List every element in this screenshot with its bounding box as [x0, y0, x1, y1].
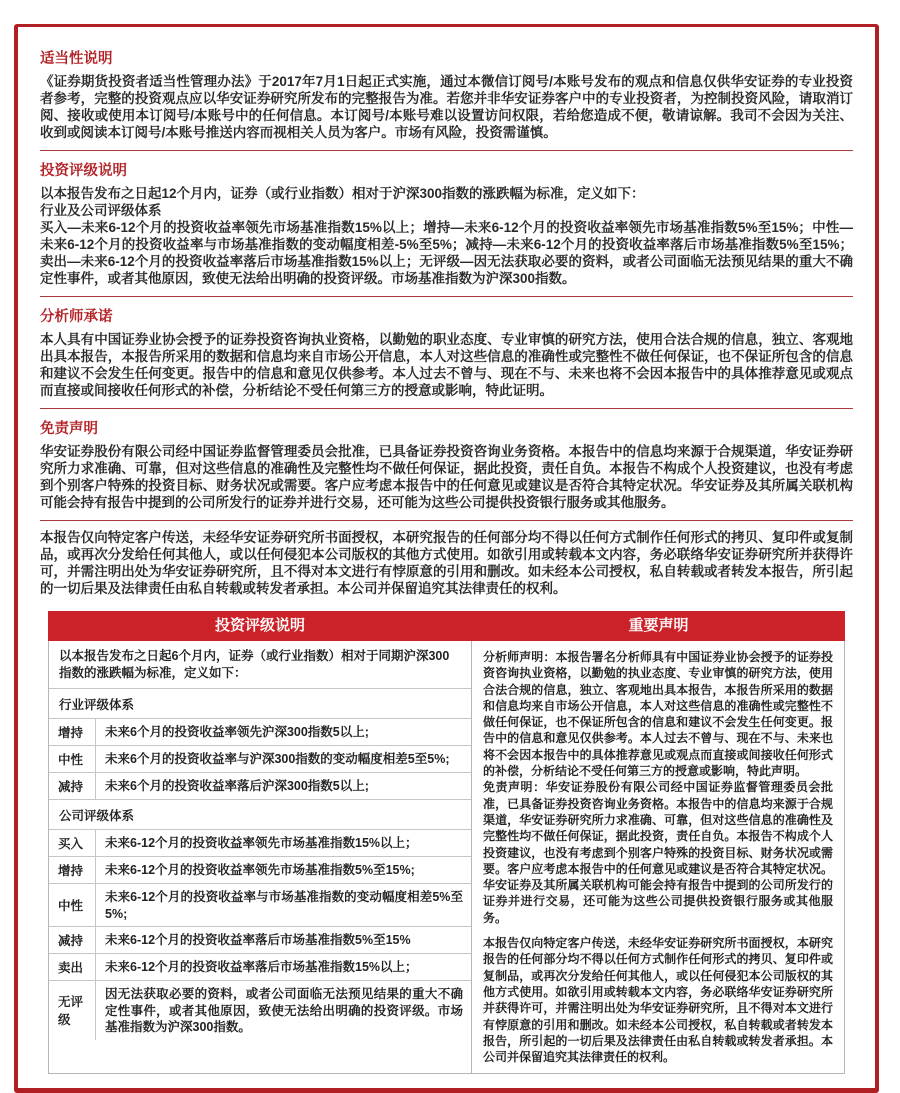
rating-description: 未来6-12个月的投资收益率领先市场基准指数15%以上； [105, 836, 418, 851]
analyst-commitment-heading: 分析师承诺 [40, 309, 113, 325]
rating-label: 中性 [49, 884, 96, 926]
suitability-paragraph: 《证券期货投资者适当性管理办法》于2017年7月1日起正式实施，通过本微信订阅号/本账号发布的观点和信息仅供华安证券的专业投资者参考，完整的投资观点应以华安证券研究所发布的完整报告为准。若您并非华安证券客户中的专业投资者，为控制投资风险，请取消订阅、接收或使用本订阅号/本账号中的任何信息。本订阅号/本账号难以设置访问权限，若给您造成不便，敬请谅解。我司不会因为关注、收到或阅读本订阅号/本账号推送内容而视相关人员为客户。市场有风险，投资需谨慎。 [40, 74, 853, 140]
distribution-statement-text: 本报告仅向特定客户传送，未经华安证券研究所书面授权，本研究报告的任何部分均不得以任何方式制作任何形式的拷贝、复印件或复制品，或再次分发给任何其他人，或以任何侵犯本公司版权的其他方式使用。如欲引用或转载本文内容，务必联络华安证券研究所并获得许可，并需注明出处为华安证券研究所，且不得对本文进行有悖原意的引用和删改。如未经本公司授权，私自转载或者转发本报告，所引起的一切后果及法律责任由私自转载或转发者承担。本公司并保留追究其法律责任的权利。 [483, 936, 833, 1065]
rating-label: 卖出 [49, 954, 96, 980]
rating-label: 买入 [49, 830, 96, 856]
analyst-statement-label: 分析师声明： [483, 650, 556, 664]
distribution-notice-paragraph: 本报告仅向特定客户传送，未经华安证券研究所书面授权，本研究报告的任何部分均不得以任何方式制作任何形式的拷贝、复印件或复制品，或再次分发给任何其他人，或以任何侵犯本公司版权的其他方式使用。如欲引用或转载本文内容，务必联络华安证券研究所并获得许可，并需注明出处为华安证券研究所，且不得对本文进行有悖原意的引用和删改。如未经本公司授权，私自转载或者转发本报告，所引起的一切后果及法律责任由私自转载或转发者承担。本公司并保留追究其法律责任的权利。 [40, 530, 853, 596]
rating-description: 未来6个月的投资收益率领先沪深300指数5以上; [105, 725, 369, 740]
table-row [49, 746, 471, 773]
table-row [49, 857, 471, 884]
disclaimer-statement-paragraph [483, 779, 833, 926]
section-distribution-notice [40, 529, 853, 597]
rating-table [48, 611, 845, 1074]
table-row [49, 773, 471, 800]
table-row [49, 884, 471, 927]
suitability-heading: 适当性说明 [40, 51, 113, 67]
rating-table-right-title: 重要声明 [472, 611, 845, 641]
rating-description: 未来6-12个月的投资收益率领先市场基准指数5%至15%; [105, 863, 415, 878]
section-investment-rating [40, 159, 853, 287]
rating-description: 未来6个月的投资收益率落后沪深300指数5以上; [105, 779, 369, 794]
section-divider [40, 296, 853, 297]
rating-label: 增持 [49, 857, 96, 883]
rating-label: 无评级 [49, 981, 96, 1040]
table-row [49, 719, 471, 746]
investment-rating-heading: 投资评级说明 [40, 163, 127, 179]
analyst-statement-paragraph [483, 649, 833, 779]
disclaimer-page-frame [14, 24, 879, 1093]
rating-description: 未来6-12个月的投资收益率落后市场基准指数15%以上； [105, 960, 418, 975]
rating-table-header [48, 611, 845, 641]
rating-table-body [48, 641, 845, 1074]
industry-rating-subheader: 行业评级体系 [49, 689, 471, 719]
table-row [49, 954, 471, 981]
table-row [49, 927, 471, 954]
section-analyst-commitment [40, 305, 853, 399]
distribution-statement-paragraph [483, 935, 833, 1065]
table-row [49, 830, 471, 857]
section-divider [40, 150, 853, 151]
rating-description: 未来6-12个月的投资收益率与市场基准指数的变动幅度相差5%至5%; [105, 890, 463, 921]
rating-table-left-title: 投资评级说明 [48, 611, 472, 641]
disclaimer-paragraph: 华安证券股份有限公司经中国证券监督管理委员会批准，已具备证券投资咨询业务资格。本报告中的信息均来源于合规渠道，华安证券研究所力求准确、可靠，但对这些信息的准确性及完整性均不做任何保证，据此投资，责任自负。本报告不构成个人投资建议，也没有考虑到个别客户特殊的投资目标、财务状况或需要。客户应考虑本报告中的任何意见或建议是否符合其特定状况。华安证券及其所属关联机构可能会持有报告中提到的公司所发行的证券并进行交易，还可能为这些公司提供投资银行服务或其他服务。 [40, 444, 853, 510]
disclaimer-heading: 免责声明 [40, 421, 98, 437]
investment-rating-subtitle: 行业及公司评级体系 [40, 203, 162, 218]
important-statement-cell [472, 641, 844, 1073]
rating-description: 未来6个月的投资收益率与沪深300指数的变动幅度相差5至5%; [105, 752, 450, 767]
analyst-statement-text: 本报告署名分析师具有中国证券业协会授予的证券投资咨询执业资格，以勤勉的执业态度、专业审慎的研究方法，使用合法合规的信息，独立、客观地出具本报告，本报告所采用的数据和信息均来自市场公开信息，本人对这些信息的准确性或完整性不做任何保证，也不保证所包含的信息和建议不会发生任何变更。报告中的信息和意见仅供参考。本人过去不曾与、现在不与、未来也将不会因本报告中的具体推荐意见或观点而直接或间接收任何形式的补偿，分析结论不受任何第三方的授意或影响，特此声明。 [483, 650, 833, 779]
rating-description: 未来6-12个月的投资收益率落后市场基准指数5%至15% [105, 933, 411, 948]
section-disclaimer [40, 417, 853, 511]
rating-label: 减持 [49, 773, 96, 799]
section-divider [40, 408, 853, 409]
rating-description: 因无法获取必要的资料，或者公司面临无法预见结果的重大不确定性事件，或者其他原因，致使无法给出明确的投资评级。市场基准指数为沪深300指数。 [105, 987, 463, 1034]
rating-label: 减持 [49, 927, 96, 953]
rating-table-left-column [49, 641, 472, 1073]
disclaimer-statement-label: 免责声明： [483, 780, 546, 795]
company-rating-subheader: 公司评级体系 [49, 800, 471, 830]
section-divider [40, 520, 853, 521]
disclaimer-statement-text: 华安证券股份有限公司经中国证券监督管理委员会批准，已具备证券投资咨询业务资格。本报告中的信息均来源于合规渠道，华安证券研究所力求准确、可靠，但对这些信息的准确性及完整性均不做任何保证，据此投资，责任自负。本报告不构成个人投资建议，也没有考虑到个别客户特殊的投资目标、财务状况或需要。客户应考虑本报告中的任何意见或建议是否符合其特定状况。华安证券及其所属关联机构可能会持有报告中提到的公司所发行的证券并进行交易，还可能为这些公司提供投资银行服务或其他服务。 [483, 780, 833, 925]
rating-label: 增持 [49, 719, 96, 745]
investment-rating-definitions: 买入—未来6-12个月的投资收益率领先市场基准指数15%以上；增持—未来6-12个月的投资收益率领先市场基准指数5%至15%；中性—未来6-12个月的投资收益率与市场基准指数的变动幅度相差-5%至5%；减持—未来6-12个月的投资收益率落后市场基准指数5%至15%；卖出—未来6-12个月的投资收益率落后市场基准指数15%以上；无评级—因无法获取必要的资料，或者公司面临无法预见结果的重大不确定性事件，或者其他原因，致使无法给出明确的投资评级。市场基准指数为沪深300指数。 [40, 220, 853, 286]
analyst-commitment-paragraph: 本人具有中国证券业协会授予的证券投资咨询执业资格，以勤勉的职业态度、专业审慎的研究方法，使用合法合规的信息，独立、客观地出具本报告，本报告所采用的数据和信息均来自市场公开信息，本人对这些信息的准确性或完整性不做任何保证，也不保证所包含的信息和建议不会发生任何变更。报告中的信息和意见仅供参考。本人过去不曾与、现在不与、未来也将不会因本报告中的具体推荐意见或观点而直接或间接收任何形式的补偿，分析结论不受任何第三方的授意或影响，特此证明。 [40, 332, 853, 398]
investment-rating-intro: 以本报告发布之日起12个月内，证券（或行业指数）相对于沪深300指数的涨跌幅为标准，定义如下： [40, 186, 645, 201]
rating-intro-cell: 以本报告发布之日起6个月内，证券（或行业指数）相对于同期沪深300指数的涨跌幅为标准，定义如下： [49, 641, 471, 689]
rating-label: 中性 [49, 746, 96, 772]
section-suitability [40, 47, 853, 141]
